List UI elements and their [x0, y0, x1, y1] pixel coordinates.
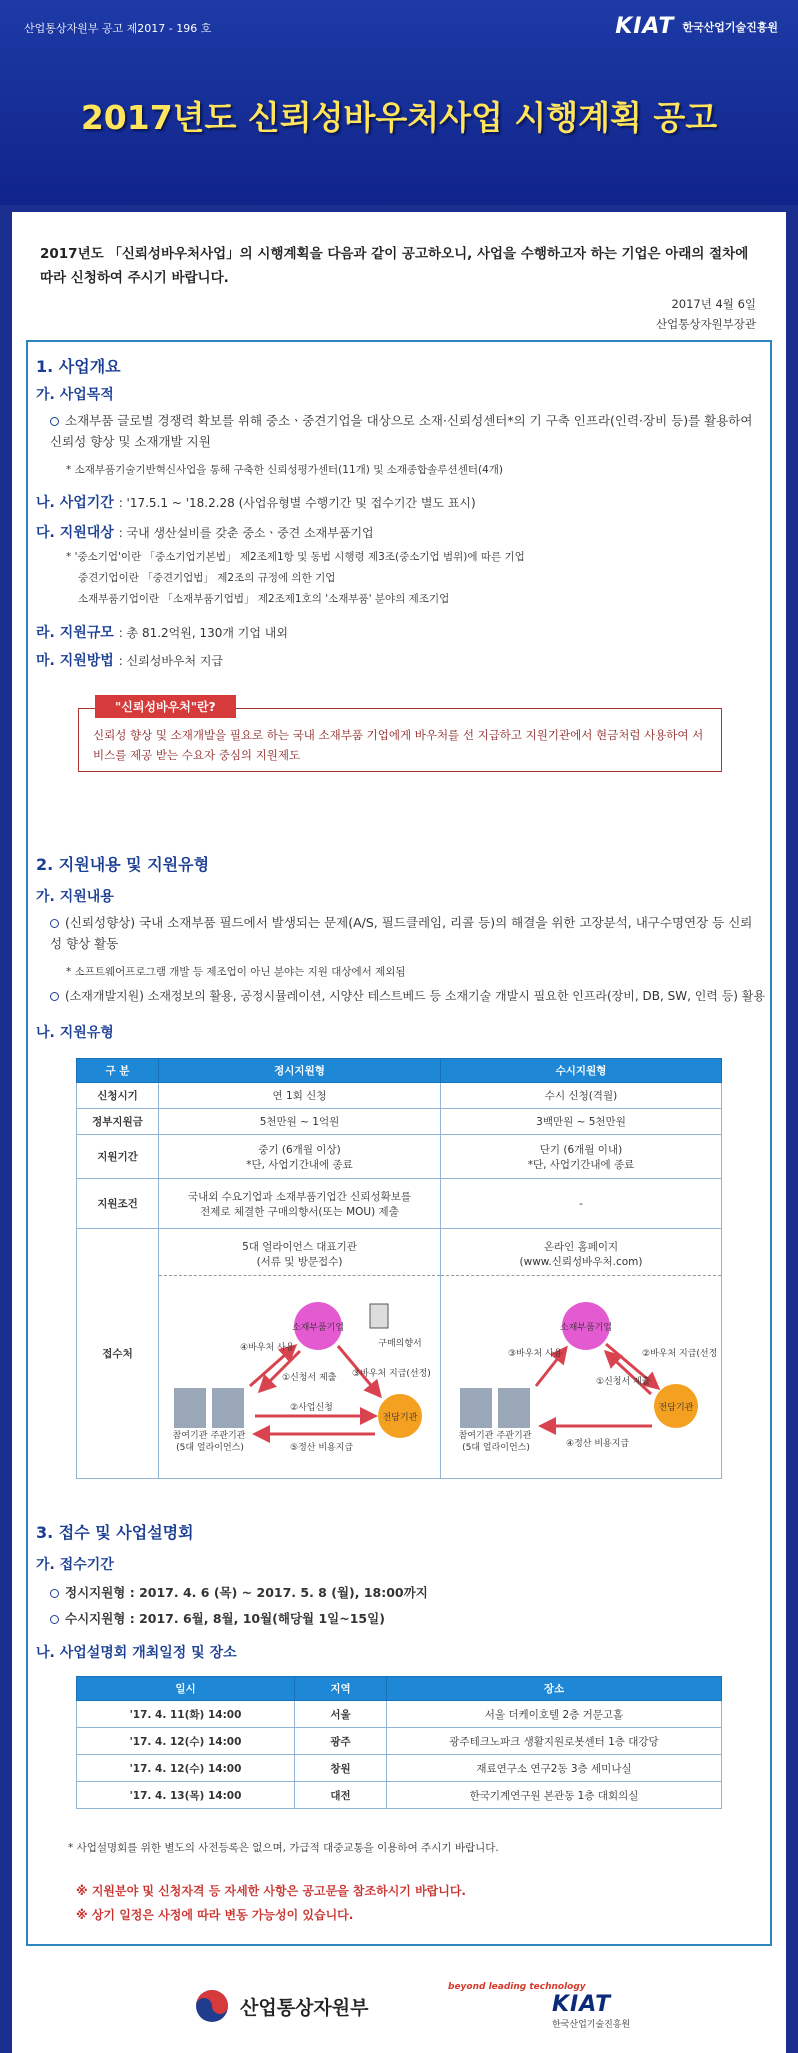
- diagram-label: 주관기관: [210, 1431, 245, 1441]
- diagram-label: ⑤정산 비용지급: [289, 1443, 353, 1453]
- section1-c-note3: 소재부품기업이란 「소재부품기업법」 제2조제1호의 '소재부품' 분야의 제조기업: [78, 593, 450, 605]
- table-row: [77, 1728, 722, 1755]
- building-icon: [498, 1388, 530, 1428]
- taegeuk-icon: [194, 1988, 230, 2024]
- section3-title: 3. 접수 및 사업설명회: [36, 1523, 194, 1542]
- bullet-icon: [50, 1589, 59, 1598]
- bullet-icon: [50, 992, 59, 1001]
- table-cell: '17. 4. 12(수) 14:00: [77, 1755, 295, 1782]
- diagram-label: 참여기관: [458, 1431, 494, 1441]
- diagram-label: (5대 얼라이언스): [462, 1443, 530, 1453]
- section1-a-title: 가. 사업목적: [36, 387, 114, 403]
- diagram-label: ③바우처 사용: [508, 1349, 563, 1359]
- table-cell: 광주테크노파크 생활지원로봇센터 1층 대강당: [387, 1728, 722, 1755]
- bullet-icon: [50, 919, 59, 928]
- diagram-label: 참여기관: [172, 1431, 207, 1441]
- table-cell: -: [441, 1179, 722, 1229]
- motie-name: 산업통상자원부: [240, 1996, 369, 2019]
- red-note-1: ※ 지원분야 및 신청자격 등 자세한 사항은 공고문을 참조하시기 바랍니다.: [76, 1884, 466, 1898]
- table-row: [77, 1109, 722, 1135]
- section1-a-note: * 소재부품기술기반혁신사업을 통해 구축한 신뢰성평가센터(11개) 및 소재종합솔루션센터(4개): [66, 464, 503, 476]
- building-icon: [460, 1388, 492, 1428]
- section1-c: 다. 지원대상 : 국내 생산설비를 갖춘 중소ㆍ중견 소재부품기업: [36, 525, 374, 541]
- section1-title: 1. 사업개요: [36, 357, 121, 376]
- table-header: 수시지원형: [441, 1059, 722, 1083]
- header-banner: [0, 0, 798, 205]
- document-icon: [370, 1304, 388, 1328]
- kiat-footer-name: KIAT: [552, 1992, 612, 2017]
- diagram-label: (5대 얼라이언스): [175, 1443, 244, 1453]
- diagram-label: 구매의향서: [377, 1339, 422, 1349]
- section2-a-note: * 소프트웨어프로그램 개발 등 제조업이 아닌 분야는 지원 대상에서 제외됨: [66, 966, 406, 978]
- table-header: 정시지원형: [159, 1059, 441, 1083]
- kiat-footer-sub: 한국산업기술진흥원: [552, 2020, 631, 2030]
- table-cell: 접수처: [77, 1229, 159, 1479]
- section2-a-item1: (신뢰성향상) 국내 소재부품 필드에서 발생되는 문제(A/S, 필드클레임, 리콜 등)의 해결을 위한 고장분석, 내구수명연장 등 신뢰성 향상 활동: [50, 915, 753, 951]
- footer: [12, 1952, 786, 2042]
- page-title: 2017년도 신뢰성바우처사업 시행계획 공고: [80, 98, 718, 137]
- table-cell: 단기 (6개월 이내) *단, 사업기간내에 종료: [441, 1135, 722, 1179]
- table-row: [77, 1701, 722, 1728]
- table-cell: 재료연구소 연구2동 3층 세미나실: [387, 1755, 722, 1782]
- section1-e: 마. 지원방법 : 신뢰성바우처 지급: [36, 653, 224, 669]
- kiat-logo: [615, 14, 778, 39]
- table-cell: 연 1회 신청: [159, 1083, 441, 1109]
- diagram-label: ①신청서 제출: [281, 1373, 336, 1383]
- building-icon: [174, 1388, 206, 1428]
- table-row: [77, 1229, 722, 1479]
- section3-b-title: 나. 사업설명회 개최일정 및 장소: [36, 1645, 237, 1661]
- diagram-label: ②바우처 지급(선정): [642, 1349, 716, 1359]
- table-cell: 지원기간: [77, 1135, 159, 1179]
- kiat-footer-logo: [448, 1982, 630, 2030]
- table-header-row: [77, 1677, 722, 1701]
- table-cell: 신청시기: [77, 1083, 159, 1109]
- table-cell: 광주: [295, 1728, 387, 1755]
- table-cell: 온라인 홈페이지 (www.신뢰성바우처.com) 소재부품기업 참여기관 주관기관 (5대 얼라이언스) 전담기관 ③바우처 사용 ①신청서 제출 ②바우처 지급(선정) ④정산 비용지급: [441, 1229, 722, 1479]
- table-cell: '17. 4. 13(목) 14:00: [77, 1782, 295, 1809]
- table-cell: '17. 4. 11(화) 14:00: [77, 1701, 295, 1728]
- section1-d: 라. 지원규모 : 총 81.2억원, 130개 기업 내외: [36, 625, 288, 641]
- table-row: [77, 1135, 722, 1179]
- table-cell: 5천만원 ~ 1억원: [159, 1109, 441, 1135]
- issue-date-block: [656, 294, 756, 334]
- table-cell: 3백만원 ~ 5천만원: [441, 1109, 722, 1135]
- bullet-icon: [50, 1615, 59, 1624]
- red-note-2: ※ 상기 일정은 사정에 따라 변동 가능성이 있습니다.: [76, 1908, 354, 1922]
- section1-a-text: 소재부품 글로벌 경쟁력 확보를 위해 중소ㆍ중견기업을 대상으로 소재·신뢰성센터*의 기 구축 인프라(인력·장비 등)를 활용하여 신뢰성 향상 및 소재개발 지원: [50, 413, 753, 449]
- intro-text: 2017년도 「신뢰성바우처사업」의 시행계획을 다음과 같이 공고하오니, 사업을 수행하고자 하는 기업은 아래의 절차에 따라 신청하여 주시기 바랍니다.: [40, 246, 749, 286]
- voucher-callout: [78, 700, 722, 772]
- table-cell: 정부지원금: [77, 1109, 159, 1135]
- table-cell: 창원: [295, 1755, 387, 1782]
- section2-title: 2. 지원내용 및 지원유형: [36, 855, 210, 874]
- issuer: 산업통상자원부장관: [656, 317, 756, 331]
- diagram-label: 소재부품기업: [291, 1323, 344, 1333]
- section2-a-item2: (소재개발지원) 소재정보의 활용, 공정시뮬레이션, 시양산 테스트베드 등 소재기술 개발시 필요한 인프라(장비, DB, SW, 인력 등) 활용: [50, 986, 770, 1007]
- diagram-label: 전담기관: [382, 1413, 417, 1423]
- table-cell: '17. 4. 12(수) 14:00: [77, 1728, 295, 1755]
- callout-tag: "신뢰성바우처"란?: [95, 695, 236, 718]
- motie-logo: [194, 1988, 368, 2024]
- table-cell: 대전: [295, 1782, 387, 1809]
- diagram-label: ④바우처 사용: [239, 1343, 294, 1353]
- table-row: [77, 1083, 722, 1109]
- section3-a-item1: 정시지원형 : 2017. 4. 6 (목) ~ 2017. 5. 8 (월), 18:00까지: [50, 1582, 428, 1603]
- kiat-tagline: beyond leading technology: [448, 1982, 586, 1992]
- section3-a-item2: 수시지원형 : 2017. 6월, 8월, 10월(해당월 1일~15일): [50, 1608, 385, 1629]
- diagram-label: 소재부품기업: [559, 1323, 613, 1333]
- right-process-diagram: [446, 1276, 716, 1466]
- table-cell: 한국기계연구원 본관동 1층 대회의실: [387, 1782, 722, 1809]
- section2-b-title: 나. 지원유형: [36, 1025, 114, 1041]
- kiat-logo-text: KIAT: [615, 14, 675, 39]
- diagram-label: 전담기관: [658, 1403, 694, 1413]
- table-cell: 서울 더케이호텔 2층 거문고홀: [387, 1701, 722, 1728]
- briefing-note: * 사업설명회를 위한 별도의 사전등록은 없으며, 가급적 대중교통을 이용하여 주시기 바랍니다.: [68, 1842, 499, 1854]
- section1-b: 나. 사업기간 : '17.5.1 ~ '18.2.28 (사업유형별 수행기간 및 접수기간 별도 표시): [36, 495, 476, 511]
- table-cell: 서울: [295, 1701, 387, 1728]
- section3-a-title: 가. 접수기간: [36, 1557, 114, 1573]
- left-process-diagram: [160, 1276, 440, 1466]
- table-header: 장소: [387, 1677, 722, 1701]
- section1-c-note1: * '중소기업'이란 「중소기업기본법」 제2조제1항 및 동법 시행령 제3조(중소기업 범위)에 따른 기업: [66, 551, 525, 563]
- table-row: [77, 1755, 722, 1782]
- support-type-table: [76, 1058, 722, 1479]
- table-header: 지역: [295, 1677, 387, 1701]
- building-icon: [212, 1388, 244, 1428]
- table-row: [77, 1782, 722, 1809]
- table-cell: 수시 신청(격월): [441, 1083, 722, 1109]
- main-content-box: [26, 340, 772, 1946]
- issue-date: 2017년 4월 6일: [671, 297, 756, 311]
- briefing-schedule-table: [76, 1676, 722, 1809]
- diagram-label: ②사업신청: [289, 1403, 333, 1413]
- section2-a-title: 가. 지원내용: [36, 889, 114, 905]
- table-cell: 지원조건: [77, 1179, 159, 1229]
- table-cell: 중기 (6개월 이상) *단, 사업기간내에 종료: [159, 1135, 441, 1179]
- callout-text: 신뢰성 향상 및 소재개발을 필요로 하는 국내 소재부품 기업에게 바우처를 선 지급하고 지원기관에서 현금처럼 사용하여 서비스를 제공 받는 수요자 중심의 지원제도: [93, 728, 704, 762]
- table-cell: 5대 얼라이언스 대표기관 (서류 및 방문접수) 소재부품기업 구매의향서 참여기관 주관기관 (5대 얼라이언스) 전담기관 ④바우처 사용 ①신청서 제출 ③바우처 지급(선정) ②사업신청 ⑤정산 비용지급: [159, 1229, 441, 1479]
- section1-c-note2: 중견기업이란 「중견기업법」 제2조의 규정에 의한 기업: [78, 572, 336, 584]
- kiat-logo-sub: 한국산업기술진흥원: [682, 20, 778, 34]
- table-header: 구 분: [77, 1059, 159, 1083]
- diagram-label: ③바우처 지급(선정): [351, 1369, 431, 1379]
- notice-number: 산업통상자원부 공고 제2017 - 196 호: [24, 22, 212, 35]
- notice-paper: [12, 212, 786, 2053]
- diagram-label: 주관기관: [496, 1431, 532, 1441]
- diagram-label: ①신청서 제출: [596, 1377, 651, 1387]
- bullet-icon: [50, 417, 59, 426]
- table-row: [77, 1179, 722, 1229]
- diagram-label: ④정산 비용지급: [566, 1439, 630, 1449]
- table-header: 일시: [77, 1677, 295, 1701]
- table-cell: 국내외 수요기업과 소재부품기업간 신뢰성확보를 전제로 체결한 구매의향서(또는 MOU) 제출: [159, 1179, 441, 1229]
- table-header-row: [77, 1059, 722, 1083]
